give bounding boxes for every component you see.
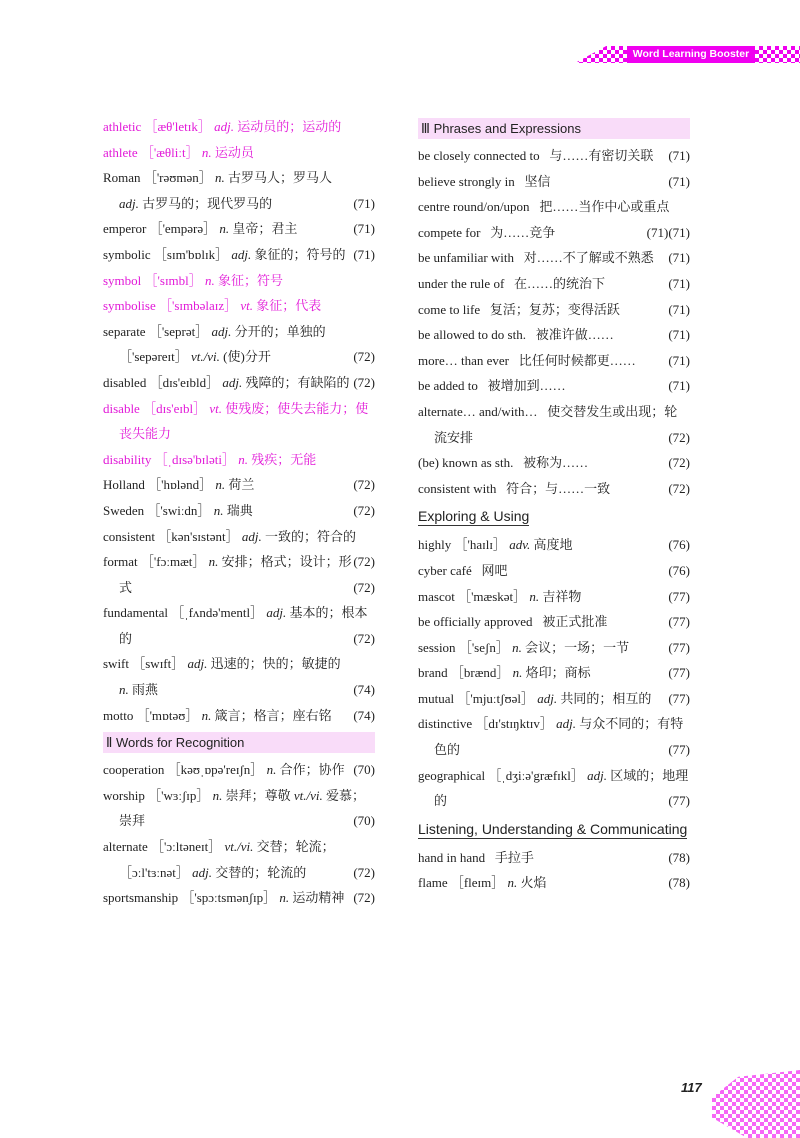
entry-word: athlete [103,144,138,160]
vocab-entry [103,165,375,216]
entry-phonetic: ［dɪs'eɪbld］ [149,374,220,390]
entry-word: alternate… and/with… [418,403,538,419]
vocab-entry [418,245,690,271]
entry-definition: 交替的；轮流的 [215,864,307,880]
vocab-entry [418,609,690,635]
entry-definition: (使)分开 [223,349,271,365]
entry-page-ref: (71) [668,224,690,240]
entry-part-of-speech: adj. [537,690,558,706]
section-heading: Ⅱ Words for Recognition [103,732,375,753]
entry-page-ref: (71) [668,327,690,343]
entry-definition: 被称为…… [523,455,589,471]
entry-word: alternate [103,839,148,855]
entry-definition: 运动精神 [292,890,345,906]
entry-page-ref: (72) [353,554,375,570]
subheading: Listening, Understanding & Communicating [418,820,688,837]
entry-word: be officially approved [418,614,533,630]
entry-phonetic: ［'sɪmbl］ [144,272,202,288]
section-heading: Ⅲ Phrases and Expressions [418,118,690,139]
entry-definition: 瑞典 [226,502,253,518]
entry-word: format [103,554,138,570]
vocab-entry [418,169,690,195]
vocab-entry [418,143,690,169]
entry-page-ref: (72) [353,502,375,518]
entry-part-of-speech: adj. [214,119,234,134]
entry-page-ref: (74) [353,707,375,723]
entry-part-of-speech: n. [219,221,230,237]
entry-definition: 象征的；符号的 [254,246,346,262]
vocab-entry [418,870,690,896]
entry-definition: 坚信 [524,173,551,189]
entry-word: flame [418,875,448,891]
entry-word: (be) known as sth. [418,455,514,471]
entry-page-ref: (72) [668,480,690,496]
entry-phonetic: ［ˌdɪsə'bɪləti］ [154,451,235,467]
entry-definition: 被正式批准 [542,614,608,630]
entry-page-ref: (76) [668,537,690,553]
entry-part-of-speech: n. [212,787,223,803]
entry-page-ref: (71) [668,378,690,394]
entry-phonetic: ［ɔːl'tɜːnət］ [119,864,189,880]
vocab-entry [418,584,690,610]
entry-word: Holland [103,477,145,493]
left-column [103,114,375,911]
entry-definition: 吉祥物 [542,588,582,604]
vocab-entry [418,373,690,399]
corner-decoration [712,1070,800,1138]
entry-phonetic: ［'fɔːmæt］ [140,554,206,570]
entry-definition: 为……竞争 [490,224,556,240]
entry-definition: 交替；轮流； [256,839,335,855]
entry-page-ref: (77) [668,614,690,630]
entry-definition: 象征；符号 [218,272,284,288]
entry-word: consistent [103,528,155,544]
entry-definition: 安排；格式；设计；形式 [119,554,352,595]
entry-page-ref: (71) [668,250,690,266]
entry-part-of-speech: adj. [231,246,252,262]
entry-definition: 崇拜；尊敬 [225,787,291,803]
entry-page-ref: (72) [353,477,375,493]
entry-page-ref: (71) [353,246,375,262]
vocab-entry [103,834,375,885]
entry-phonetic: ［dɪ'stɪŋktɪv］ [475,716,553,732]
vocab-entry [103,268,375,294]
entry-definition: 在……的统治下 [514,275,606,291]
vocab-entry [418,686,690,712]
vocab-entry [103,472,375,498]
entry-phonetic: ［'mjuːtʃʊəl］ [457,690,534,706]
entry-phonetic: ［kən'sɪstənt］ [158,528,239,544]
entry-phonetic: ［æθ'letɪk］ [144,119,211,134]
checker-pattern-left [575,46,627,63]
entry-page-ref: (74) [353,682,375,698]
entry-word: sportsmanship [103,890,179,906]
subheading-row [418,814,690,845]
vocab-entry [418,711,690,762]
entry-word: fundamental [103,605,168,621]
entry-page-ref: (72) [668,429,690,445]
entry-page-ref: (71) [668,148,690,163]
entry-page-ref: (78) [668,849,690,865]
entry-phonetic: ［'rəʊmən］ [143,170,212,186]
entry-part-of-speech: adj. [192,864,213,880]
entry-part-of-speech: adj. [211,323,232,339]
entry-part-of-speech: n. [512,639,522,655]
entry-page-ref: (70) [353,813,375,829]
header-title: Word Learning Booster [627,46,755,63]
page-number: 117 [681,1080,702,1095]
entry-part-of-speech: n. [201,707,212,723]
entry-word: under the rule of [418,275,505,291]
entry-page-ref: (71) [353,221,375,237]
entry-word: disability [103,451,152,467]
entry-page-ref: (71) [668,275,690,291]
entry-phonetic: ［'æθliːt］ [140,144,199,160]
entry-phonetic: ［sɪm'bɒlɪk］ [153,246,229,262]
entry-definition: 对……不了解或不熟悉 [523,250,654,266]
entry-page-ref: (71) [668,301,690,317]
entry-definition: 古罗马的；现代罗马的 [142,195,273,211]
entry-word: motto [103,707,134,723]
entry-part-of-speech: adj. [241,528,262,544]
entry-definition: 使交替发生或出现；轮流安排 [434,403,678,445]
entry-definition: 符合；与……一致 [506,480,611,496]
entry-word: worship [103,787,145,803]
entry-definition: 分开的；单独的 [234,323,326,339]
entry-phonetic: ［'wɜːʃɪp］ [148,787,210,803]
entry-phonetic: ［'ɔːltəneɪt］ [151,839,222,855]
vocab-entry [418,476,690,502]
vocab-entry [418,558,690,584]
entry-page-ref: (77) [668,588,690,604]
entry-word: separate [103,323,146,339]
entry-part-of-speech: n. [119,682,129,698]
entry-definition: 箴言；格言；座右铭 [214,707,332,723]
entry-phonetic: ［'seprət］ [148,323,209,339]
entry-definition: 与众不同的；有特色的 [434,716,684,758]
entry-word: Roman [103,170,141,186]
entry-phonetic: ［ˌdʒiːə'græfɪkl］ [488,767,584,783]
entry-part-of-speech: adj. [587,767,608,783]
entry-definition: 复活；复苏；变得活跃 [489,301,620,317]
entry-word: be closely connected to [418,148,540,163]
entry-phonetic: ［'mæskət］ [458,588,527,604]
entry-page-ref: (72) [353,630,375,646]
entry-definition: 烙印；商标 [525,665,591,681]
entry-part-of-speech: vt./vi. [293,787,323,803]
entry-phonetic: ［brænd］ [450,665,510,681]
entry-part-of-speech: adj. [222,374,243,390]
entry-phonetic: ［swɪft］ [132,656,185,672]
header-banner [575,42,800,66]
entry-definition: 手拉手 [494,849,534,865]
right-column [418,114,690,896]
entry-part-of-speech: adj. [119,195,139,211]
entry-page-ref: (71) [668,173,690,189]
vocab-entry [103,396,375,447]
vocab-entry [103,140,375,166]
entry-page-ref: (72) [668,455,690,471]
entry-word: consistent with [418,480,497,496]
vocab-entry [103,549,375,600]
subheading-row [418,501,690,532]
entry-definition: 使残废；使失去能力；使丧失能力 [119,400,369,442]
entry-part-of-speech: n. [512,665,523,681]
entry-definition: 网吧 [481,562,508,578]
vocab-entry [418,763,690,814]
entry-definition: 高度地 [533,537,573,553]
entry-phonetic: ［'spɔːtsmənʃɪp］ [181,890,277,906]
entry-word: brand [418,665,448,681]
entry-page-ref: (78) [668,875,690,891]
entry-page-ref: (77) [668,793,690,809]
entry-phonetic: ［'sepəreɪt］ [119,349,188,365]
entry-word: believe strongly in [418,173,515,189]
entry-definition: 与……有密切关联 [549,148,654,163]
entry-part-of-speech: adj. [556,716,576,732]
entry-part-of-speech: vt./vi. [224,839,254,855]
entry-word: cooperation [103,762,165,778]
entry-part-of-speech: n. [215,170,225,186]
vocab-entry [103,114,375,140]
vocab-entry [103,757,375,783]
vocab-entry [103,703,375,729]
vocab-entry [418,220,690,246]
entry-page-ref: (72) [353,864,375,880]
vocab-entry [418,271,690,297]
vocab-entry [103,651,375,702]
entry-definition: 火焰 [520,875,547,891]
entry-definition: 一致的；符合的 [264,528,356,544]
entry-word: hand in hand [418,849,486,865]
entry-word: swift [103,656,129,672]
entry-definition: 基本的；根本的 [119,605,368,646]
entry-definition: 运动员 [214,144,254,160]
entry-part-of-speech: vt./vi. [191,349,220,365]
entry-page-ref: (77) [668,690,690,706]
entry-word: disabled [103,374,147,390]
entry-part-of-speech: n. [507,875,518,891]
entry-definition: 把……当作中心或重点 [539,199,670,215]
vocab-entry [103,293,375,319]
entry-definition: 被准许做…… [535,327,614,343]
entry-word: be added to [418,378,478,394]
entry-word: symbol [103,272,142,288]
entry-word: athletic [103,119,142,134]
entry-page-ref: (71) [646,224,669,240]
entry-definition: 合作；协作 [279,762,345,778]
entry-definition: 皇帝；君主 [232,221,298,237]
entry-definition: 荷兰 [228,477,255,493]
entry-word: be allowed to do sth. [418,327,526,343]
entry-part-of-speech: n. [215,477,226,493]
entry-page-ref: (71) [668,352,690,368]
entry-word: cyber café [418,562,472,578]
entry-word: be unfamiliar with [418,250,515,266]
entry-page-ref: (77) [668,665,690,681]
vocab-entry [103,783,375,834]
entry-definition: 运动员的；运动的 [237,119,342,134]
entry-phonetic: ［'mɒtəʊ］ [136,707,199,723]
entry-definition: 迅速的；快的；敏捷的 [210,656,341,672]
entry-word: emperor [103,221,147,237]
entry-word: come to life [418,301,481,317]
vocab-entry [418,845,690,871]
entry-word: session [418,639,456,655]
entry-part-of-speech: adv. [509,537,531,553]
entry-word: centre round/on/upon [418,199,530,215]
entry-part-of-speech: adj. [266,605,287,621]
entry-phonetic: ［fleɪm］ [450,875,505,891]
entry-definition: 被增加到…… [487,378,566,394]
entry-page-ref: (76) [668,562,690,578]
entry-definition: 雨燕 [132,682,159,698]
entry-page-ref: (77) [668,639,690,655]
vocab-entry [418,297,690,323]
entry-part-of-speech: adj. [187,656,208,672]
entry-word: distinctive [418,716,473,732]
vocab-entry [103,600,375,651]
entry-definition: 象征；代表 [256,298,322,314]
entry-phonetic: ［kəʊˌɒpə'reɪʃn］ [167,762,264,778]
entry-definition: 比任何时候都更…… [518,352,636,368]
entry-word: highly [418,537,452,553]
entry-phonetic: ［'empərə］ [149,221,217,237]
entry-part-of-speech: vt. [240,298,254,314]
entry-definition: 区域的；地理的 [434,767,689,809]
entry-word: mascot [418,588,455,604]
entry-word: geographical [418,767,486,783]
entry-page-ref: (77) [668,742,690,758]
entry-part-of-speech: n. [529,588,540,604]
entry-phonetic: ［'seʃn］ [458,639,509,655]
vocab-entry [418,532,690,558]
vocab-entry [418,635,690,661]
entry-page-ref: (72) [353,374,375,390]
vocab-entry [418,348,690,374]
vocab-entry [103,216,375,242]
entry-part-of-speech: n. [238,451,248,467]
entry-definition: 残障的；有缺陷的 [245,374,350,390]
vocab-entry [103,319,375,370]
entry-page-ref: (72) [353,579,375,595]
entry-part-of-speech: vt. [209,400,222,416]
entry-phonetic: ［'sɪmbəlaɪz］ [158,298,238,314]
entry-phonetic: ［'swiːdn］ [147,502,211,518]
vocab-entry [103,447,375,473]
entry-definition: 古罗马人；罗马人 [228,170,333,186]
entry-page-ref: (72) [353,349,375,365]
entry-word: Sweden [103,502,145,518]
entry-definition: 共同的；相互的 [560,690,652,706]
entry-part-of-speech: n. [205,272,215,288]
entry-word: compete for [418,224,481,240]
subheading: Exploring & Using [418,508,530,525]
vocab-entry [103,242,375,268]
entry-word: disable [103,400,140,416]
entry-page-ref: (72) [353,890,375,906]
entry-word: symbolise [103,298,156,314]
entry-word: symbolic [103,246,151,262]
vocab-entry [418,660,690,686]
entry-word: more… than ever [418,352,509,368]
entry-definition: 残疾；无能 [251,451,317,467]
entry-phonetic: ［'hɒlənd］ [148,477,213,493]
vocab-entry [418,450,690,476]
entry-part-of-speech: n. [279,890,290,906]
entry-part-of-speech: n. [266,762,277,778]
vocab-entry [103,370,375,396]
entry-part-of-speech: n. [201,144,212,160]
entry-phonetic: ［dɪs'eɪbl］ [143,400,207,416]
vocab-entry [103,885,375,911]
entry-part-of-speech: n. [213,502,224,518]
entry-definition: 会议；一场；一节 [525,639,630,655]
entry-page-ref: (70) [353,762,375,778]
entry-definition: 爱慕；崇拜 [119,787,366,829]
entry-phonetic: ［ˌfʌndə'mentl］ [171,605,264,621]
entry-part-of-speech: n. [208,554,219,570]
entry-phonetic: ［'haɪlɪ］ [454,537,506,553]
entry-word: mutual [418,690,455,706]
vocab-entry [418,399,690,450]
checker-pattern-right [755,46,800,63]
entry-page-ref: (71) [353,195,375,211]
vocab-entry [418,322,690,348]
vocab-entry [103,498,375,524]
